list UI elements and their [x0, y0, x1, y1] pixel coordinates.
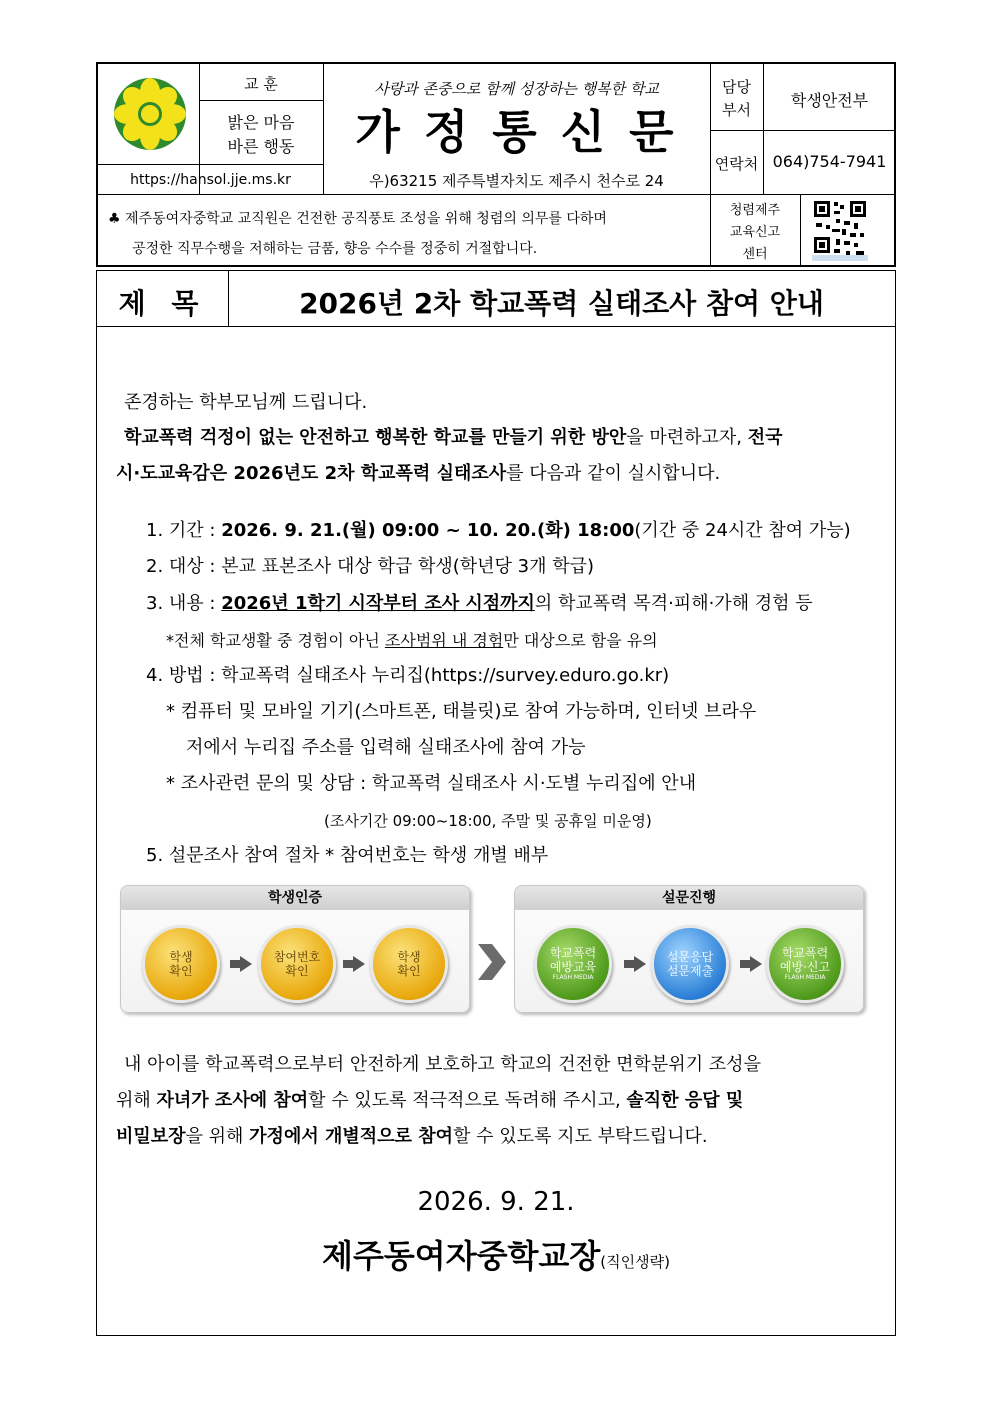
- dept-value: 학생안전부: [790, 91, 869, 110]
- item-method-note1a: * 컴퓨터 및 모바일 기기(스마트폰, 태블릿)로 참여 가능하며, 인터넷 브라우: [166, 701, 757, 722]
- arrow-right-icon: [740, 960, 750, 968]
- divider: [800, 194, 801, 267]
- flow-step-prevention-education: 학교폭력 예방교육 FLASH MEDIA: [534, 925, 612, 1003]
- flow-panel-survey-title: 설문진행: [515, 886, 863, 910]
- item-content-note: *전체 학교생활 중 경험이 아닌 조사범위 내 경험만 대상으로 함을 유의: [166, 631, 658, 650]
- item-target: 2. 대상 : 본교 표본조사 대상 학급 학생(학년당 3개 학급): [146, 556, 594, 577]
- flow-step-number-check: 참여번호 확인: [258, 925, 336, 1003]
- qr-code-icon[interactable]: [812, 199, 868, 261]
- divider: [98, 194, 896, 195]
- subject-title: 2026년 2차 학교폭력 실태조사 참여 안내: [299, 287, 824, 320]
- motto-label: 교 훈: [244, 75, 278, 93]
- pledge-line2: 공정한 직무수행을 저해하는 금품, 향응 수수를 정중히 거절합니다.: [132, 241, 538, 257]
- subject-box: [96, 270, 896, 327]
- arrow-right-icon: [240, 956, 252, 972]
- dept-label-1: 담당: [722, 78, 751, 96]
- school-logo: [112, 76, 188, 152]
- motto-line1: 밝은 마음: [227, 113, 295, 132]
- item-method-note2: * 조사관련 문의 및 상담 : 학교폭력 실태조사 시·도별 누리집에 안내: [166, 773, 697, 794]
- arrow-right-icon: [353, 956, 365, 972]
- school-slogan: 사랑과 존중으로 함께 성장하는 행복한 학교: [374, 80, 659, 98]
- flow-panel-auth-title: 학생인증: [121, 886, 469, 910]
- club-icon: ♣: [108, 211, 121, 227]
- item-period: 1. 기간 : 2026. 9. 21.(월) 09:00 ~ 10. 20.(화) 18:00(기간 중 24시간 참여 가능): [146, 520, 851, 541]
- signature-line: 제주동여자중학교장(직인생략): [322, 1237, 670, 1275]
- flow-step-prevention-report: 학교폭력 예방·신고 FLASH MEDIA: [766, 925, 844, 1003]
- divider: [710, 130, 896, 131]
- school-address: 우)63215 제주특별자치도 제주시 천수로 24: [369, 172, 664, 190]
- arrow-right-icon: [634, 956, 646, 972]
- motto-line2: 바른 행동: [227, 137, 295, 156]
- closing-line2: 위해 자녀가 조사에 참여할 수 있도록 적극적으로 독려해 주시고, 솔직한 응답 및: [116, 1090, 744, 1111]
- closing-line3: 비밀보장을 위해 가정에서 개별적으로 참여할 수 있도록 지도 부탁드립니다.: [116, 1126, 708, 1147]
- arrow-right-icon: [343, 960, 353, 968]
- document-title: 가 정 통 신 문: [355, 105, 678, 159]
- contact-label: 연락처: [714, 155, 759, 173]
- intro-line1: 학교폭력 걱정이 없는 안전하고 행복한 학교를 만들기 위한 방안을 마련하고자, 전국: [124, 427, 783, 448]
- flow-step-survey-submit: 설문응답 설문제출: [651, 925, 729, 1003]
- divider: [199, 100, 323, 101]
- arrow-right-icon: [750, 956, 762, 972]
- item-content: 3. 내용 : 2026년 1학기 시작부터 조사 시점까지의 학교폭력 목격·피해·가해 경험 등: [146, 593, 813, 614]
- contact-value: 064)754-7941: [772, 152, 887, 171]
- subject-label: 제 목: [118, 287, 207, 320]
- item-method-note1b: 저에서 누리집 주소를 입력해 실태조사에 참여 가능: [186, 737, 586, 758]
- arrow-right-icon: [230, 960, 240, 968]
- flow-step-student-confirm: 학생 확인: [370, 925, 448, 1003]
- report-center-label: 청렴제주 교육신고 센터: [729, 203, 781, 262]
- item-method-note3: (조사기간 09:00~18:00, 주말 및 공휴일 미운영): [324, 812, 652, 830]
- closing-line1: 내 아이를 학교폭력으로부터 안전하게 보호하고 학교의 건전한 면학분위기 조성을: [124, 1054, 761, 1075]
- chevron-right-icon: [474, 944, 508, 980]
- intro-line2: 시·도교육감은 2026년도 2차 학교폭력 실태조사를 다음과 같이 실시합니다.: [116, 463, 721, 484]
- website-link[interactable]: https://hansol.jje.ms.kr: [130, 172, 291, 188]
- divider: [98, 164, 323, 165]
- dept-label-2: 부서: [722, 101, 751, 119]
- item-method: 4. 방법 : 학교폭력 실태조사 누리집(https://survey.eduro.go.kr): [146, 665, 670, 686]
- header-box: [96, 62, 896, 267]
- divider: [763, 64, 764, 194]
- arrow-right-icon: [624, 960, 634, 968]
- flow-step-student-check: 학생 확인: [142, 925, 220, 1003]
- pledge-line1: ♣ 제주동여자중학교 교직원은 건전한 공직풍토 조성을 위해 청렴의 의무를 다하며: [108, 211, 607, 227]
- item-procedure: 5. 설문조사 참여 절차 * 참여번호는 학생 개별 배부: [146, 845, 549, 866]
- greeting: 존경하는 학부모님께 드립니다.: [124, 392, 368, 413]
- issue-date: 2026. 9. 21.: [417, 1187, 575, 1217]
